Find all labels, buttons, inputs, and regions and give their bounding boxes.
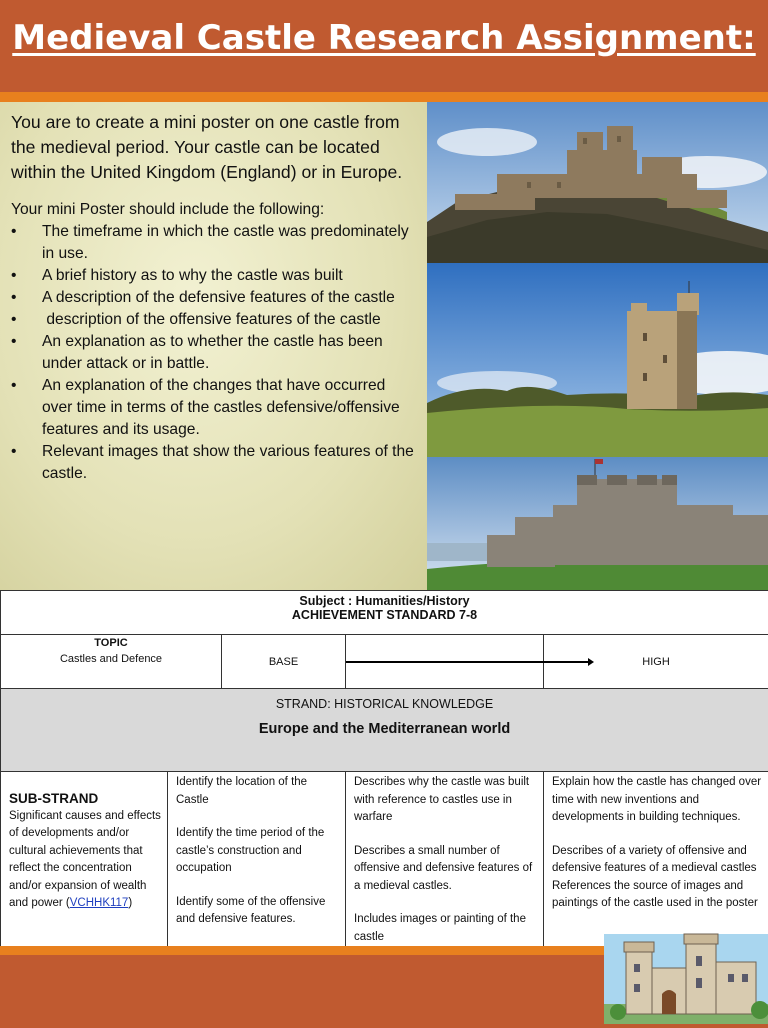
list-item: • description of the offensive features of the castle bbox=[11, 309, 419, 331]
achievement-rubric bbox=[0, 590, 768, 963]
criterion: Includes images or painting of the castle bbox=[354, 911, 537, 946]
list-item: • The timeframe in which the castle was predominately in use. bbox=[11, 221, 419, 265]
castle-photo-fortress bbox=[427, 457, 768, 590]
castle-photo-keep bbox=[427, 263, 768, 457]
list-item: • An explanation as to whether the castle has been under attack or in battle. bbox=[11, 331, 419, 375]
substrand-cell bbox=[1, 772, 168, 963]
arrow-head-icon bbox=[544, 635, 604, 685]
page-title: Medieval Castle Research Assignment: bbox=[0, 18, 768, 58]
bullet-icon: • bbox=[11, 265, 16, 287]
bullet-icon: • bbox=[11, 441, 16, 463]
criterion: Explain how the castle has changed over time with new inventions and developments in building techniques. bbox=[552, 774, 762, 827]
bullet-icon: • bbox=[11, 331, 16, 353]
criterion: Identify the time period of the castle’s construction and occupation bbox=[176, 825, 339, 878]
subject-label: Subject : Humanities/History bbox=[1, 594, 768, 608]
progression-arrow-icon bbox=[346, 635, 544, 685]
strand-title: STRAND: HISTORICAL KNOWLEDGE bbox=[2, 697, 767, 711]
intro-lead: You are to create a mini poster on one castle from the medieval period. Your castle can be located within the United Kingdom (England) or in Europe. bbox=[11, 110, 419, 185]
criterion: Describes why the castle was built with reference to castles use in warfare bbox=[354, 774, 537, 827]
standard-label: ACHIEVEMENT STANDARD 7-8 bbox=[1, 608, 768, 622]
castle-photo-hilltop bbox=[427, 102, 768, 263]
bullet-icon: • bbox=[11, 375, 16, 397]
subject-row bbox=[1, 591, 768, 635]
castle-photos bbox=[427, 102, 768, 590]
criterion: References the source of images and paintings of the castle used in the poster bbox=[552, 878, 762, 913]
list-item: • A brief history as to why the castle was built bbox=[11, 265, 419, 287]
castle-clipart-icon bbox=[604, 928, 768, 1024]
criterion: Describes of a variety of offensive and defensive features of a medieval castles bbox=[552, 843, 762, 878]
bullet-icon: • bbox=[11, 287, 16, 309]
bullet-icon: • bbox=[11, 309, 16, 331]
requirements-heading: Your mini Poster should include the following: bbox=[11, 199, 419, 221]
high-label: HIGH bbox=[642, 656, 670, 668]
topic-value: Castles and Defence bbox=[2, 653, 220, 665]
list-item: • Relevant images that show the various features of the castle. bbox=[11, 441, 419, 485]
strand-row bbox=[1, 689, 768, 772]
substrand-title: SUB-STRAND bbox=[9, 790, 161, 808]
criterion: Identify some of the offensive and defensive features. bbox=[176, 894, 339, 929]
topic-row bbox=[1, 635, 768, 689]
header-banner bbox=[0, 0, 768, 92]
base-label: BASE bbox=[269, 656, 298, 668]
requirements-list bbox=[11, 221, 419, 485]
list-item: • A description of the defensive features of the castle bbox=[11, 287, 419, 309]
intro-panel bbox=[0, 102, 427, 590]
list-item: • An explanation of the changes that have occurred over time in terms of the castles defensive/offensive features and its usage. bbox=[11, 375, 419, 441]
criterion: Describes a small number of offensive and defensive features of a medieval castles. bbox=[354, 843, 537, 896]
topic-label: TOPIC bbox=[2, 637, 220, 649]
criterion: Identify the location of the Castle bbox=[176, 774, 339, 809]
header-accent-line bbox=[0, 92, 768, 102]
curriculum-code-link[interactable]: VCHHK117 bbox=[70, 897, 129, 909]
substrand-description: Significant causes and effects of developments and/or cultural achievements that reflect the concentration and/or expansion of wealth and power (VCHHK117) bbox=[9, 808, 161, 913]
criteria-base-cell bbox=[168, 772, 346, 963]
bullet-icon: • bbox=[11, 221, 16, 243]
criteria-mid-cell bbox=[346, 772, 544, 963]
strand-subtitle: Europe and the Mediterranean world bbox=[2, 721, 767, 737]
